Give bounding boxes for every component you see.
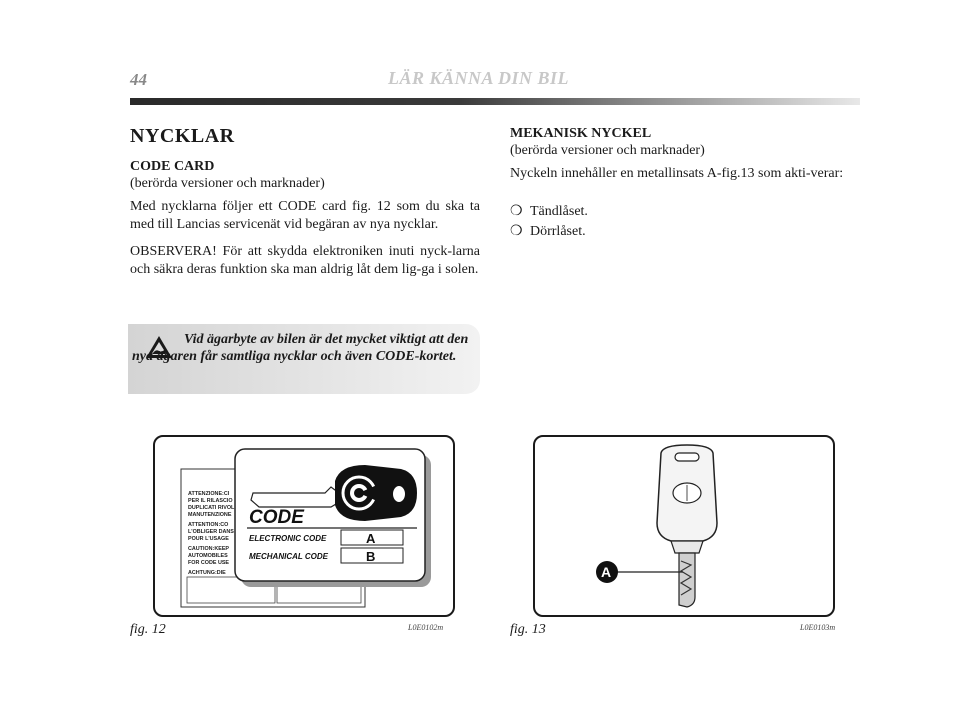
mechanical-key-paragraph: Nyckeln innehåller en metallinsats A-fig.13 som akti-verar: [510, 166, 844, 181]
key-ring-hole [393, 486, 405, 502]
svg-text:L'OBLIGER DANS: L'OBLIGER DANS [188, 529, 234, 535]
figure-13-code: L0E0103m [800, 623, 836, 632]
mechanical-key-heading: MEKANISK NYCKEL [510, 126, 652, 141]
bullet-glyph: ❍ [510, 204, 523, 219]
electronic-code-letter: A [366, 531, 376, 546]
key-collar [671, 541, 703, 553]
page-number: 44 [130, 70, 147, 89]
svg-text:PER IL RILASCIO: PER IL RILASCIO [188, 498, 233, 504]
bullet-text: Tändlåset. [530, 204, 588, 219]
svg-text:MANUTENZIONE: MANUTENZIONE [188, 512, 232, 518]
svg-text:ATTENTION:CO: ATTENTION:CO [188, 522, 229, 528]
mechanical-key-illustration [535, 437, 833, 615]
electronic-code-label: ELECTRONIC CODE [249, 534, 327, 543]
marker-label: A [601, 564, 612, 580]
mechanical-key-note: (berörda versioner och marknader) [510, 143, 705, 158]
code-card-note: (berörda versioner och marknader) [130, 176, 325, 191]
figure-13-caption: fig. 13 [510, 622, 546, 637]
figure-12-caption: fig. 12 [130, 622, 166, 637]
chapter-title: LÄR KÄNNA DIN BIL [388, 68, 570, 88]
warning-box [128, 324, 480, 394]
bullet-text: Dörrlåset. [530, 224, 586, 239]
svg-text:DUPLICATI RIVOL: DUPLICATI RIVOL [188, 505, 235, 511]
figure-12-code: L0E0102m [408, 623, 444, 632]
svg-text:ACHTUNG:DIE: ACHTUNG:DIE [188, 570, 226, 576]
svg-text:ATTENZIONE:CI: ATTENZIONE:CI [188, 491, 230, 497]
bullet-glyph: ❍ [510, 224, 523, 239]
sun-warning-paragraph: OBSERVERA! För att skydda elektroniken inuti nyck-larna och säkra deras funktion ska man aldrig låt dem lig-ga i solen. [130, 244, 480, 277]
code-card-paragraph: Med nycklarna följer ett CODE card fig. 12 som du ska ta med till Lancias servicenät vid begäran av nya nycklar. [130, 199, 480, 232]
mechanical-code-label: MECHANICAL CODE [249, 552, 328, 561]
warning-text: Vid ägarbyte av bilen är det mycket viktigt att den nya ägaren får samtliga nycklar och även CODE-kortet. [132, 332, 469, 364]
svg-text:CAUTION:KEEP: CAUTION:KEEP [188, 546, 230, 552]
key-ring-slot [675, 453, 699, 461]
header-rule [130, 98, 860, 105]
code-card-heading: CODE CARD [130, 159, 215, 174]
bullet-item [510, 203, 588, 221]
svg-text:AUTOMOBILES: AUTOMOBILES [188, 553, 228, 559]
section-title: NYCKLAR [130, 125, 235, 147]
figure-13-frame [533, 435, 835, 617]
svg-text:FOR CODE USE: FOR CODE USE [188, 560, 230, 566]
figure-12-frame [153, 435, 455, 617]
svg-text:POUR L'USAGE: POUR L'USAGE [188, 536, 229, 542]
mechanical-code-letter: B [366, 549, 376, 564]
code-card-illustration [155, 437, 453, 615]
bullet-item [510, 223, 586, 241]
card-title: CODE [249, 507, 304, 528]
